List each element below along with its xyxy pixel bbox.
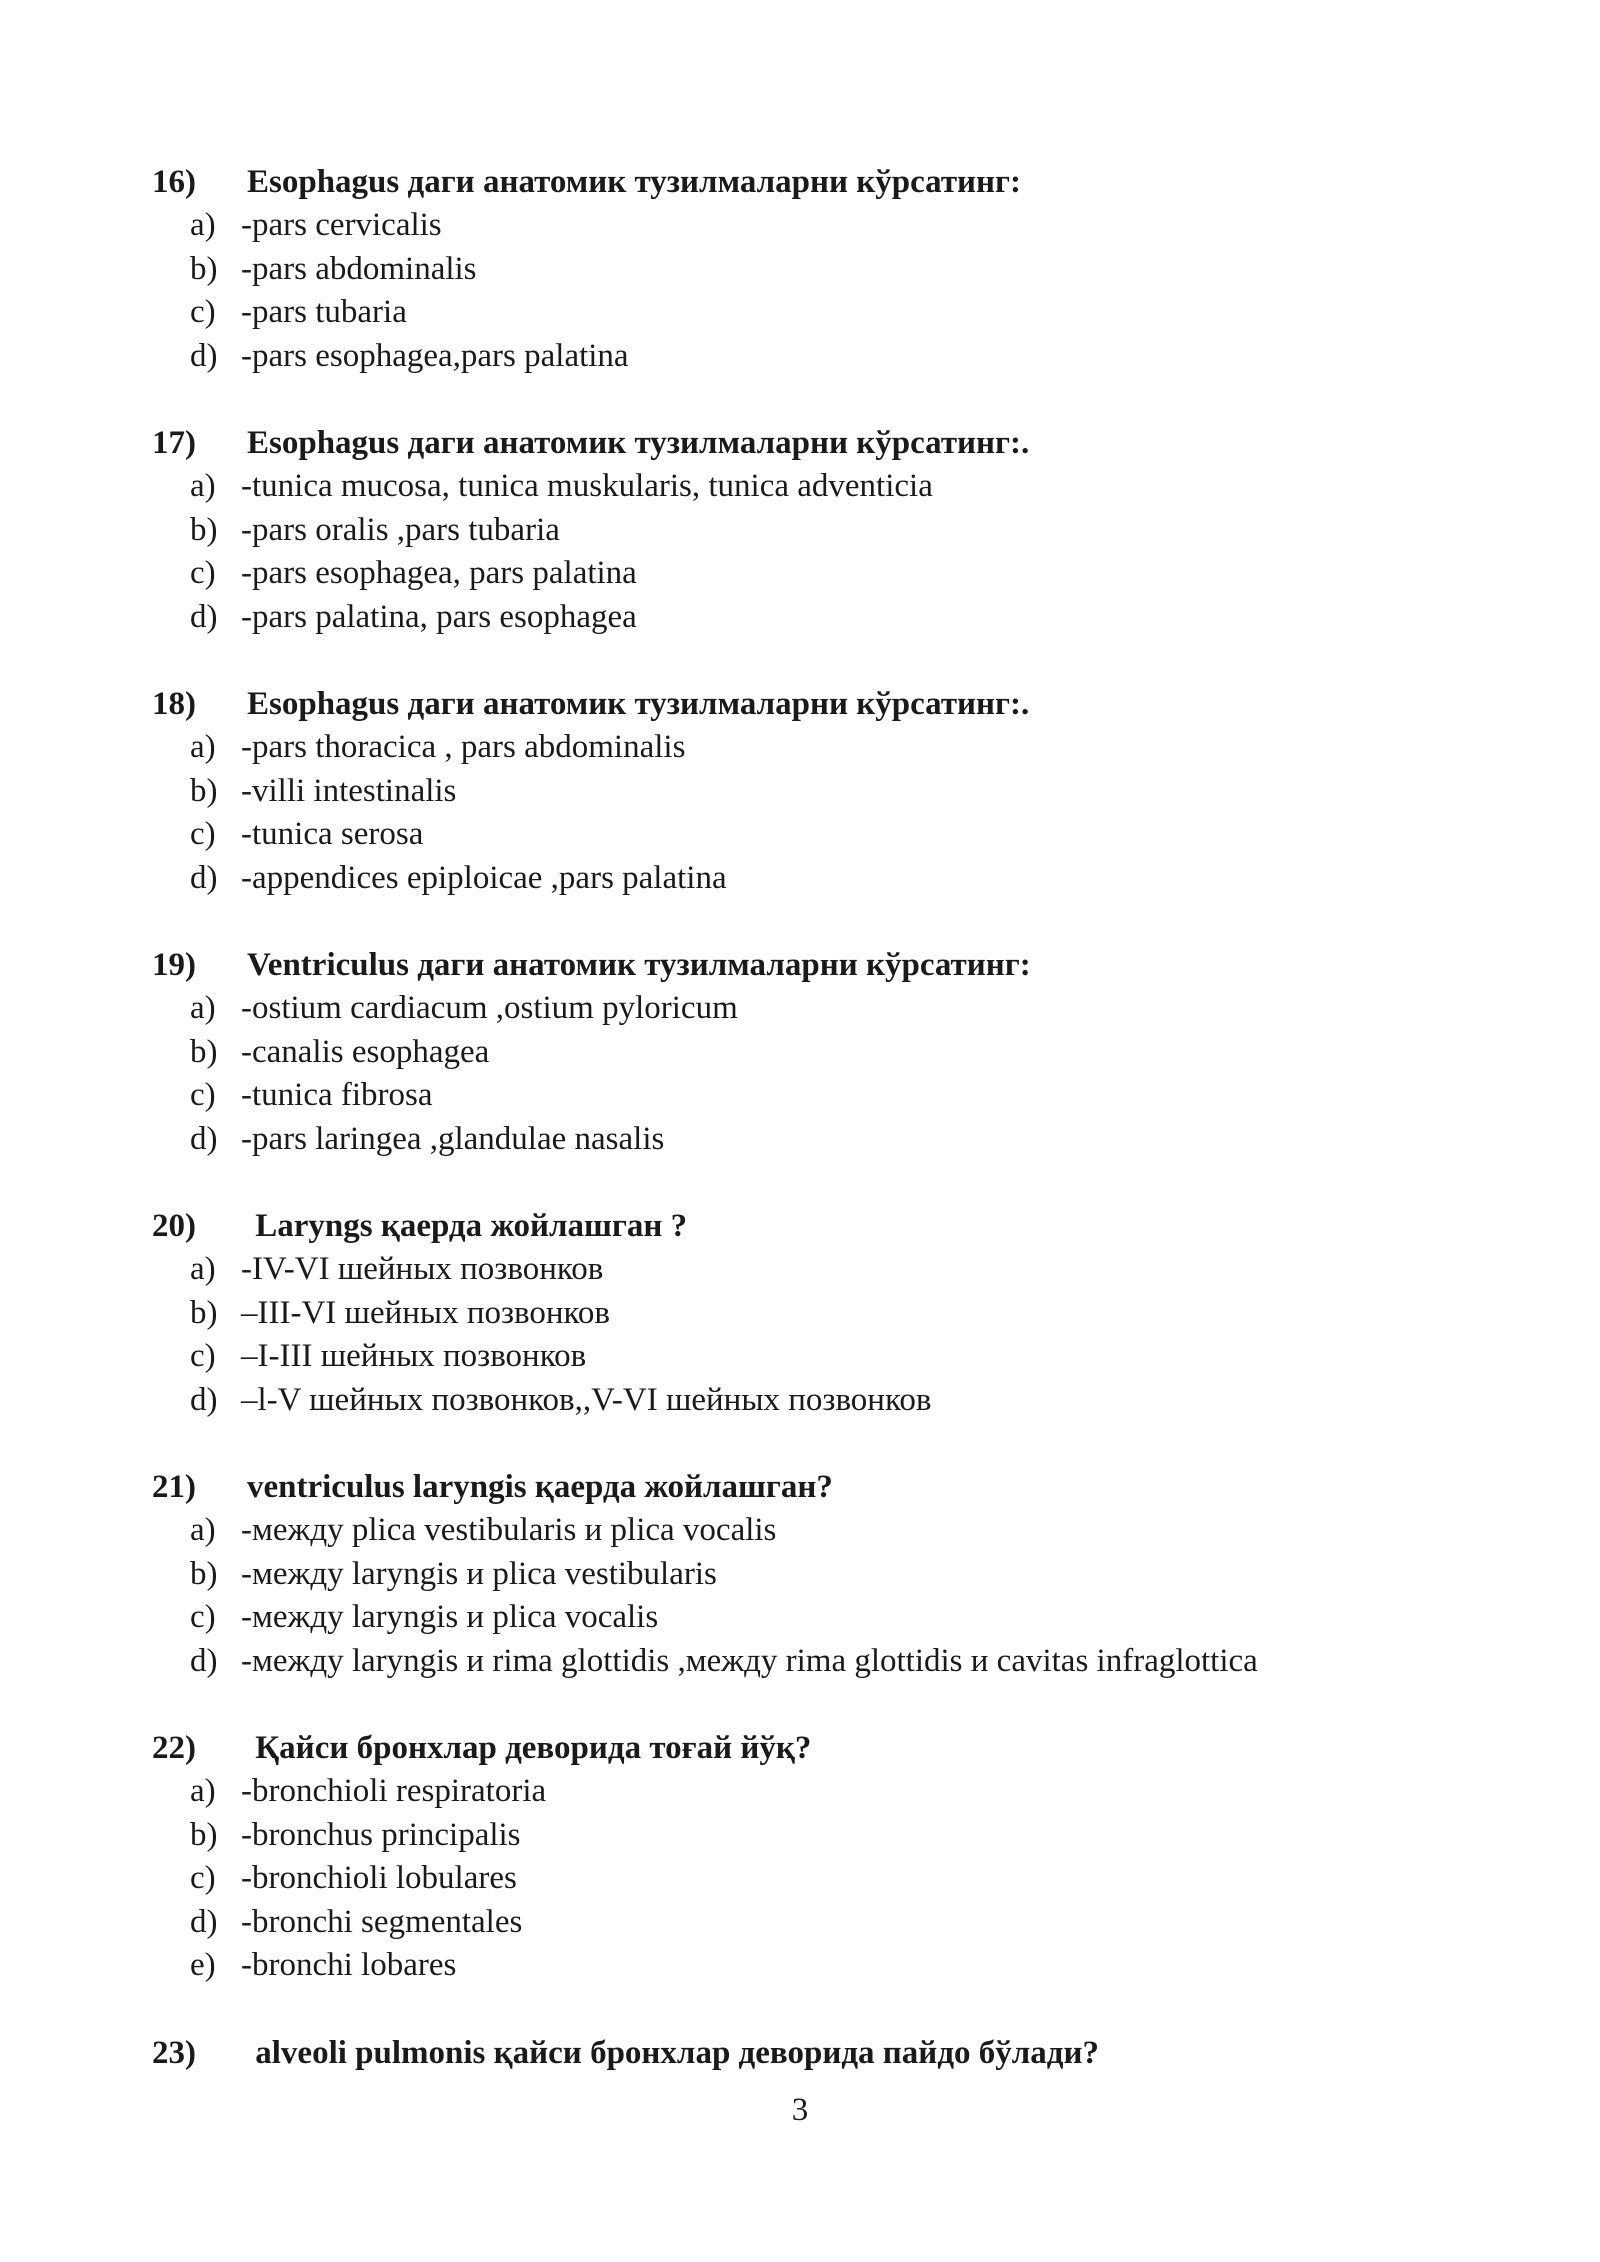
question-number: 20) [152,1208,196,1244]
answer-option [152,465,1452,509]
option-text: -pars esophagea,pars palatina [241,337,629,374]
option-text: -tunica serosa [241,816,424,852]
answer-option [152,813,1452,857]
option-letter: b) [190,1555,218,1592]
question-22 [152,1726,1452,1988]
option-text: -между laryngis и plica vestibularis [241,1555,717,1592]
option-letter: a) [190,207,216,243]
question-number: 17) [152,425,196,461]
answer-option [152,726,1452,770]
option-text: -appendices epiploicae ,pars palatina [241,859,727,896]
question-text: Esophagus даги анатомик тузилмаларни кўрсатинг:. [247,425,1030,461]
option-letter: a) [190,1512,216,1548]
answer-option [152,1379,1452,1423]
option-text: -между laryngis и rima glottidis ,между rima glottidis и cavitas infraglottica [241,1642,1258,1679]
question-number: 22) [152,1730,196,1766]
option-text: -bronchi lobares [241,1947,457,1983]
option-text: -ostium cardiacum ,ostium pyloricum [241,990,738,1026]
option-text: –l-V шейных позвонков,,V-VI шейных позвонков [241,1381,932,1418]
option-text: -pars abdominalis [241,250,477,287]
question-23 [152,2031,1452,2075]
option-text: -tunica mucosa, tunica muskularis, tunica adventicia [241,468,933,504]
option-text: -pars esophagea, pars palatina [241,555,637,591]
option-text: -pars palatina, pars esophagea [241,598,637,635]
answer-option [152,1292,1452,1336]
answer-option [152,1553,1452,1597]
answer-option [152,552,1452,596]
option-text: -pars oralis ,pars tubaria [241,511,560,548]
option-letter: d) [190,1642,218,1679]
answer-option [152,509,1452,553]
question-heading [152,682,1452,726]
option-text: -между plica vestibularis и plica vocalis [241,1512,777,1548]
option-text: -villi intestinalis [241,772,457,809]
answer-option [152,1814,1452,1858]
option-text: -bronchus principalis [241,1816,521,1853]
question-19 [152,943,1452,1161]
option-letter: c) [190,1860,216,1896]
option-text: -tunica fibrosa [241,1077,433,1113]
answer-option [152,1031,1452,1075]
option-letter: c) [190,1077,216,1113]
question-text: alveoli pulmonis қайси бронхлар деворида пайдо бўлади? [247,2035,1099,2071]
answer-option [152,1857,1452,1901]
option-letter: b) [190,1816,218,1853]
question-heading [152,1726,1452,1770]
page-number: 3 [791,2092,809,2128]
question-17 [152,421,1452,639]
answer-option [152,857,1452,901]
answer-option [152,291,1452,335]
question-number: 16) [152,164,196,200]
option-letter: a) [190,1251,216,1287]
answer-option [152,1901,1452,1945]
question-18 [152,682,1452,900]
question-number: 19) [152,947,196,983]
question-heading [152,1465,1452,1509]
option-text: -между laryngis и plica vocalis [241,1599,659,1635]
question-20 [152,1204,1452,1422]
option-letter: b) [190,1033,218,1070]
question-text: Ventriculus даги анатомик тузилмаларни кўрсатинг: [247,947,1031,983]
question-text: ventriculus laryngis қаерда жойлашган? [247,1469,833,1505]
option-letter: c) [190,816,216,852]
option-text: -pars tubaria [241,294,407,330]
answer-option [152,204,1452,248]
option-text: –III-VI шейных позвонков [241,1294,610,1331]
option-letter: d) [190,337,218,374]
option-letter: b) [190,511,218,548]
option-letter: a) [190,468,216,504]
option-letter: d) [190,859,218,896]
option-letter: c) [190,555,216,591]
option-letter: d) [190,1903,218,1940]
option-text: -bronchi segmentales [241,1903,523,1940]
answer-option [152,987,1452,1031]
option-letter: c) [190,1338,216,1374]
question-heading [152,160,1452,204]
option-letter: b) [190,1294,218,1331]
option-letter: c) [190,1599,216,1635]
option-letter: c) [190,294,216,330]
answer-option [152,335,1452,379]
question-heading [152,421,1452,465]
option-letter: d) [190,598,218,635]
answer-option [152,1335,1452,1379]
question-16 [152,160,1452,378]
question-number: 21) [152,1469,196,1505]
answer-option [152,1509,1452,1553]
question-21 [152,1465,1452,1683]
option-text: -pars thoracica , pars abdominalis [241,729,686,765]
option-text: -IV-VI шейных позвонков [241,1251,604,1287]
answer-option [152,1640,1452,1684]
option-text: -pars laringea ,glandulae nasalis [241,1120,665,1157]
answer-option [152,1118,1452,1162]
question-text: Esophagus даги анатомик тузилмаларни кўрсатинг:. [247,686,1030,722]
option-text: -pars cervicalis [241,207,442,243]
question-text: Esophagus даги анатомик тузилмаларни кўрсатинг: [247,164,1022,200]
answer-option [152,596,1452,640]
option-letter: a) [190,1773,216,1809]
answer-option [152,1596,1452,1640]
question-text: Қайси бронхлар деворида тоғай йўқ? [247,1730,812,1766]
answer-option [152,1770,1452,1814]
option-letter: e) [190,1947,216,1983]
question-number: 18) [152,686,196,722]
option-text: -bronchioli lobulares [241,1860,517,1896]
option-letter: d) [190,1381,218,1418]
answer-option [152,248,1452,292]
option-text: -bronchioli respiratoria [241,1773,547,1809]
question-text: Laryngs қаерда жойлашган ? [247,1208,688,1244]
question-heading [152,1204,1452,1248]
question-number: 23) [152,2035,196,2071]
answer-option [152,1074,1452,1118]
option-letter: a) [190,990,216,1026]
option-text: –I-III шейных позвонков [241,1338,587,1374]
option-letter: b) [190,250,218,287]
answer-option [152,1248,1452,1292]
option-letter: d) [190,1120,218,1157]
answer-option [152,770,1452,814]
option-letter: a) [190,729,216,765]
question-heading [152,2031,1452,2075]
answer-option [152,1944,1452,1988]
option-letter: b) [190,772,218,809]
option-text: -canalis esophagea [241,1033,490,1070]
question-heading [152,943,1452,987]
